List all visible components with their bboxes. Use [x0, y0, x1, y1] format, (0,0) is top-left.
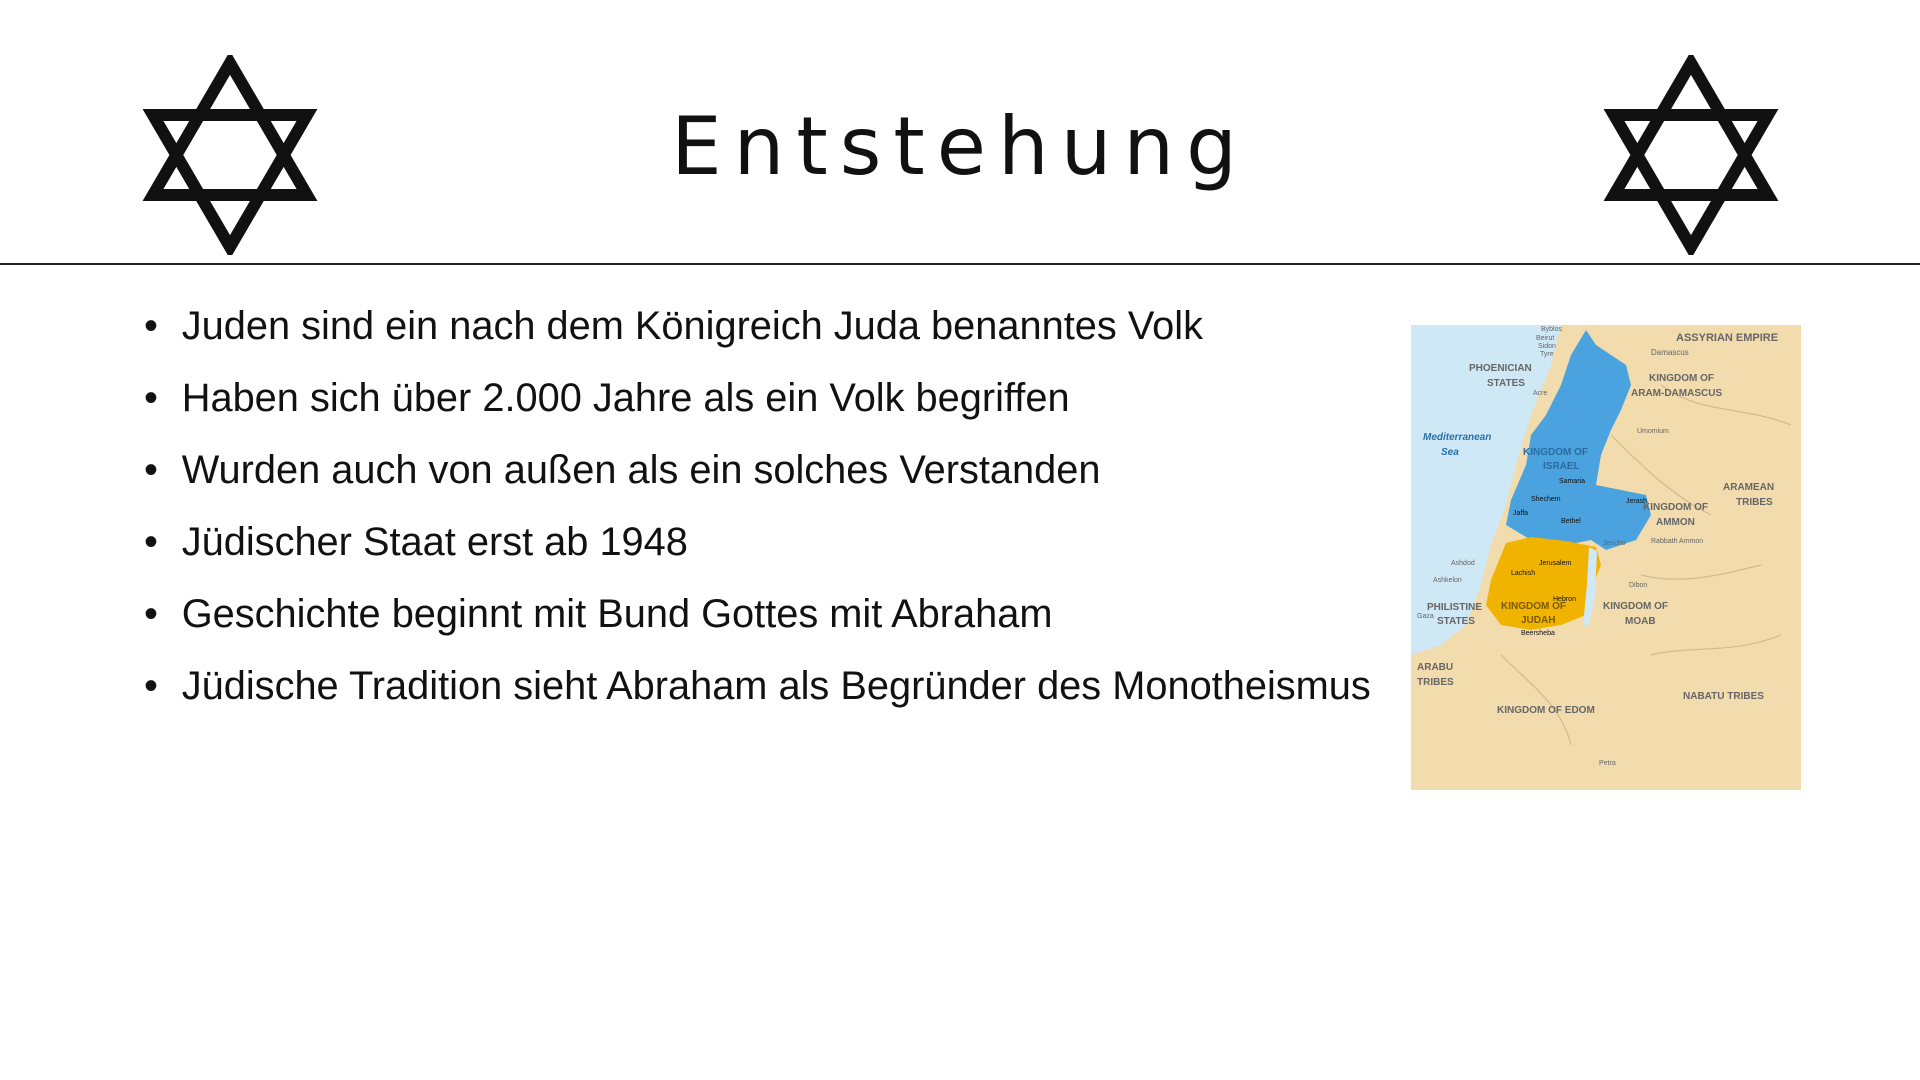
svg-text:PHOENICIAN: PHOENICIAN	[1469, 363, 1532, 374]
svg-text:Umomium: Umomium	[1637, 428, 1669, 435]
bullet-list	[140, 290, 1378, 722]
bullet-item: • Juden sind ein nach dem Königreich Juda benanntes Volk	[140, 290, 1371, 362]
svg-text:ASSYRIAN EMPIRE: ASSYRIAN EMPIRE	[1676, 332, 1779, 344]
svg-text:ARAM-DAMASCUS: ARAM-DAMASCUS	[1631, 388, 1723, 399]
svg-text:Jaffa: Jaffa	[1513, 510, 1529, 517]
header-divider	[0, 263, 1920, 265]
svg-text:ARABU: ARABU	[1417, 662, 1454, 673]
bullet-item: • Jüdischer Staat erst ab 1948	[140, 506, 1371, 578]
kingdoms-map	[1411, 325, 1801, 790]
svg-text:Rabbath Ammon: Rabbath Ammon	[1651, 538, 1704, 545]
star-of-david-icon	[1601, 55, 1781, 255]
bullet-item: • Haben sich über 2.000 Jahre als ein Volk begriffen	[140, 362, 1371, 434]
bullet-item: • Wurden auch von außen als ein solches Verstanden	[140, 434, 1371, 506]
bullet-item: • Geschichte beginnt mit Bund Gottes mit Abraham	[140, 578, 1371, 650]
svg-text:Beirut: Beirut	[1536, 335, 1555, 342]
svg-text:Shechem: Shechem	[1531, 496, 1561, 503]
svg-text:ARAMEAN: ARAMEAN	[1723, 482, 1775, 493]
svg-text:NABATU TRIBES: NABATU TRIBES	[1683, 691, 1764, 702]
svg-text:Jerash: Jerash	[1626, 498, 1648, 505]
svg-text:Damascus: Damascus	[1651, 348, 1689, 357]
bullet-item: • Jüdische Tradition sieht Abraham als Begründer des Monotheismus	[140, 650, 1371, 722]
svg-text:STATES: STATES	[1487, 378, 1525, 389]
svg-text:Ashkelon: Ashkelon	[1433, 577, 1462, 584]
svg-text:Lachish: Lachish	[1511, 570, 1536, 577]
svg-text:STATES: STATES	[1437, 616, 1475, 627]
svg-text:KINGDOM OF: KINGDOM OF	[1643, 502, 1708, 513]
svg-text:Acre: Acre	[1533, 390, 1548, 397]
page-title: Entstehung	[671, 100, 1249, 193]
svg-text:Beersheba: Beersheba	[1521, 630, 1555, 637]
svg-text:Jerusalem: Jerusalem	[1539, 560, 1572, 567]
svg-text:JUDAH: JUDAH	[1521, 615, 1556, 626]
svg-text:AMMON: AMMON	[1656, 517, 1695, 528]
svg-text:KINGDOM OF EDOM: KINGDOM OF EDOM	[1497, 705, 1595, 716]
svg-text:Byblos: Byblos	[1541, 326, 1563, 333]
svg-text:PHILISTINE: PHILISTINE	[1427, 602, 1483, 613]
svg-text:Petra: Petra	[1599, 760, 1616, 767]
svg-text:KINGDOM OF: KINGDOM OF	[1501, 601, 1566, 612]
svg-text:Gaza: Gaza	[1417, 613, 1434, 620]
svg-text:KINGDOM OF: KINGDOM OF	[1603, 601, 1668, 612]
svg-text:TRIBES: TRIBES	[1736, 497, 1773, 508]
svg-text:Jericho: Jericho	[1603, 540, 1626, 547]
svg-text:MOAB: MOAB	[1625, 616, 1656, 627]
svg-text:Hebron: Hebron	[1553, 596, 1576, 603]
svg-text:Tyre: Tyre	[1540, 351, 1554, 358]
svg-text:Dibon: Dibon	[1629, 582, 1648, 589]
svg-text:KINGDOM OF: KINGDOM OF	[1523, 447, 1588, 458]
svg-text:TRIBES: TRIBES	[1417, 677, 1454, 688]
svg-text:Samaria: Samaria	[1559, 478, 1586, 485]
svg-text:Ashdod: Ashdod	[1451, 560, 1475, 567]
svg-text:Mediterranean: Mediterranean	[1423, 432, 1492, 443]
svg-text:Sea: Sea	[1441, 447, 1459, 458]
svg-text:ISRAEL: ISRAEL	[1543, 461, 1580, 472]
svg-text:Sidon: Sidon	[1538, 343, 1556, 350]
svg-text:KINGDOM OF: KINGDOM OF	[1649, 373, 1714, 384]
svg-text:Bethel: Bethel	[1561, 518, 1581, 525]
